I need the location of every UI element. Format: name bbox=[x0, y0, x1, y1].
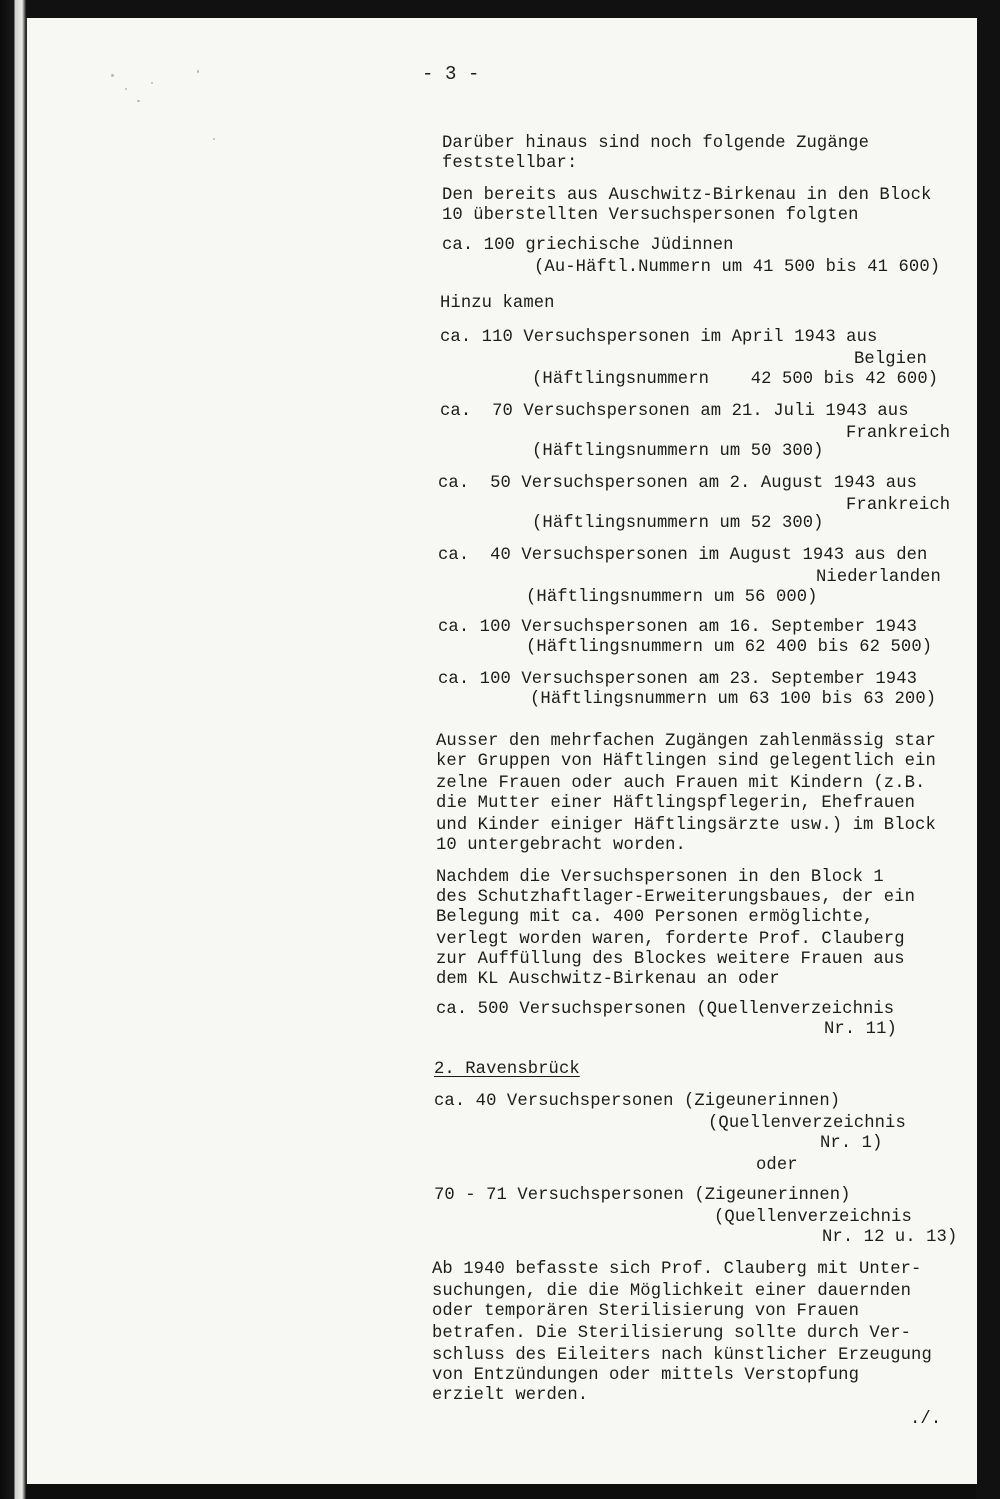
rav2-line-2: (Quellenverzeichnis bbox=[714, 1208, 912, 1227]
ausser-line-1: Ausser den mehrfachen Zugängen zahlenmässig star bbox=[436, 732, 936, 751]
ab1940-line-1: Ab 1940 befasste sich Prof. Clauberg mit Unter- bbox=[432, 1260, 922, 1279]
scan-border-top bbox=[26, 0, 1000, 18]
belgium-line-2: Belgien bbox=[854, 350, 927, 369]
page-number: - 3 - bbox=[422, 63, 480, 85]
hinzu-kamen: Hinzu kamen bbox=[440, 294, 555, 313]
ab1940-line-2: suchungen, die die Möglichkeit einer dauernden bbox=[432, 1282, 912, 1301]
sep23-line-1: ca. 100 Versuchspersonen am 23. September 1943 bbox=[438, 670, 918, 689]
paper-speck bbox=[125, 88, 127, 90]
rav2-line-1: 70 - 71 Versuchspersonen (Zigeunerinnen) bbox=[434, 1186, 851, 1205]
nachdem-line-5: zur Auffüllung des Blockes weitere Frauen aus bbox=[436, 950, 905, 969]
ca500-line-2: Nr. 11) bbox=[824, 1020, 897, 1039]
france2-line-2: Frankreich bbox=[846, 496, 951, 515]
oder-word: oder bbox=[756, 1156, 798, 1175]
continuation-mark: ./. bbox=[910, 1410, 942, 1429]
greek-line-2: (Au-Häftl.Nummern um 41 500 bis 41 600) bbox=[534, 258, 941, 277]
ab1940-line-7: erzielt werden. bbox=[432, 1386, 589, 1405]
sep16-line-1: ca. 100 Versuchspersonen am 16. September 1943 bbox=[438, 618, 918, 637]
scan-border-right bbox=[976, 0, 1000, 1499]
rav1-line-1: ca. 40 Versuchspersonen (Zigeunerinnen) bbox=[434, 1092, 841, 1111]
belgium-line-1: ca. 110 Versuchspersonen im April 1943 aus bbox=[440, 328, 878, 347]
nachdem-line-4: verlegt worden waren, forderte Prof. Clauberg bbox=[436, 930, 905, 949]
netherlands-line-3: (Häftlingsnummern um 56 000) bbox=[526, 588, 818, 607]
sep23-line-2: (Häftlingsnummern um 63 100 bis 63 200) bbox=[530, 690, 937, 709]
block10-line-1: Den bereits aus Auschwitz-Birkenau in den Block bbox=[442, 186, 932, 205]
france1-line-1: ca. 70 Versuchspersonen am 21. Juli 1943 aus bbox=[440, 402, 909, 421]
ausser-line-6: 10 untergebracht worden. bbox=[436, 836, 686, 855]
france1-line-2: Frankreich bbox=[846, 424, 951, 443]
ausser-line-4: die Mutter einer Häftlingspflegerin, Ehefrauen bbox=[436, 794, 916, 813]
section-heading-ravensbrueck: 2. Ravensbrück bbox=[434, 1060, 580, 1079]
rav2-line-3: Nr. 12 u. 13) bbox=[822, 1228, 958, 1247]
france2-line-3: (Häftlingsnummern um 52 300) bbox=[532, 514, 824, 533]
greek-line-1: ca. 100 griechische Jüdinnen bbox=[442, 236, 734, 255]
nachdem-line-1: Nachdem die Versuchspersonen in den Block 1 bbox=[436, 868, 884, 887]
nachdem-line-2: des Schutzhaftlager-Erweiterungsbaues, der ein bbox=[436, 888, 916, 907]
rav1-line-2: (Quellenverzeichnis bbox=[708, 1114, 906, 1133]
paper-speck bbox=[137, 100, 140, 102]
ab1940-line-6: von Entzündungen oder mittels Verstopfung bbox=[432, 1366, 859, 1385]
nachdem-line-6: dem KL Auschwitz-Birkenau an oder bbox=[436, 970, 780, 989]
ab1940-line-4: betrafen. Die Sterilisierung sollte durch Ver- bbox=[432, 1324, 912, 1343]
block10-line-2: 10 überstellten Versuchspersonen folgten bbox=[442, 206, 859, 225]
ausser-line-5: und Kinder einiger Häftlingsärzte usw.) im Block bbox=[436, 816, 936, 835]
sep16-line-2: (Häftlingsnummern um 62 400 bis 62 500) bbox=[526, 638, 933, 657]
paper-speck bbox=[197, 70, 199, 73]
belgium-line-3: (Häftlingsnummern 42 500 bis 42 600) bbox=[532, 370, 939, 389]
paper-speck bbox=[151, 82, 153, 84]
france1-line-3: (Häftlingsnummern um 50 300) bbox=[532, 442, 824, 461]
ausser-line-3: zelne Frauen oder auch Frauen mit Kindern (z.B. bbox=[436, 774, 926, 793]
nachdem-line-3: Belegung mit ca. 400 Personen ermöglichte, bbox=[436, 908, 874, 927]
netherlands-line-1: ca. 40 Versuchspersonen im August 1943 aus den bbox=[438, 546, 928, 565]
paper-speck bbox=[111, 74, 114, 77]
ausser-line-2: ker Gruppen von Häftlingen sind gelegentlich ein bbox=[436, 752, 936, 771]
rav1-line-3: Nr. 1) bbox=[820, 1134, 883, 1153]
netherlands-line-2: Niederlanden bbox=[816, 568, 941, 587]
paper-speck bbox=[213, 138, 215, 140]
intro-line-1: Darüber hinaus sind noch folgende Zugänge bbox=[442, 134, 869, 153]
scan-border-left bbox=[0, 0, 26, 1499]
france2-line-1: ca. 50 Versuchspersonen am 2. August 1943 aus bbox=[438, 474, 918, 493]
ab1940-line-5: schluss des Eileiters nach künstlicher Erzeugung bbox=[432, 1346, 932, 1365]
ab1940-line-3: oder temporären Sterilisierung von Frauen bbox=[432, 1302, 859, 1321]
intro-line-2: feststellbar: bbox=[442, 154, 578, 173]
ca500-line-1: ca. 500 Versuchspersonen (Quellenverzeichnis bbox=[436, 1000, 895, 1019]
